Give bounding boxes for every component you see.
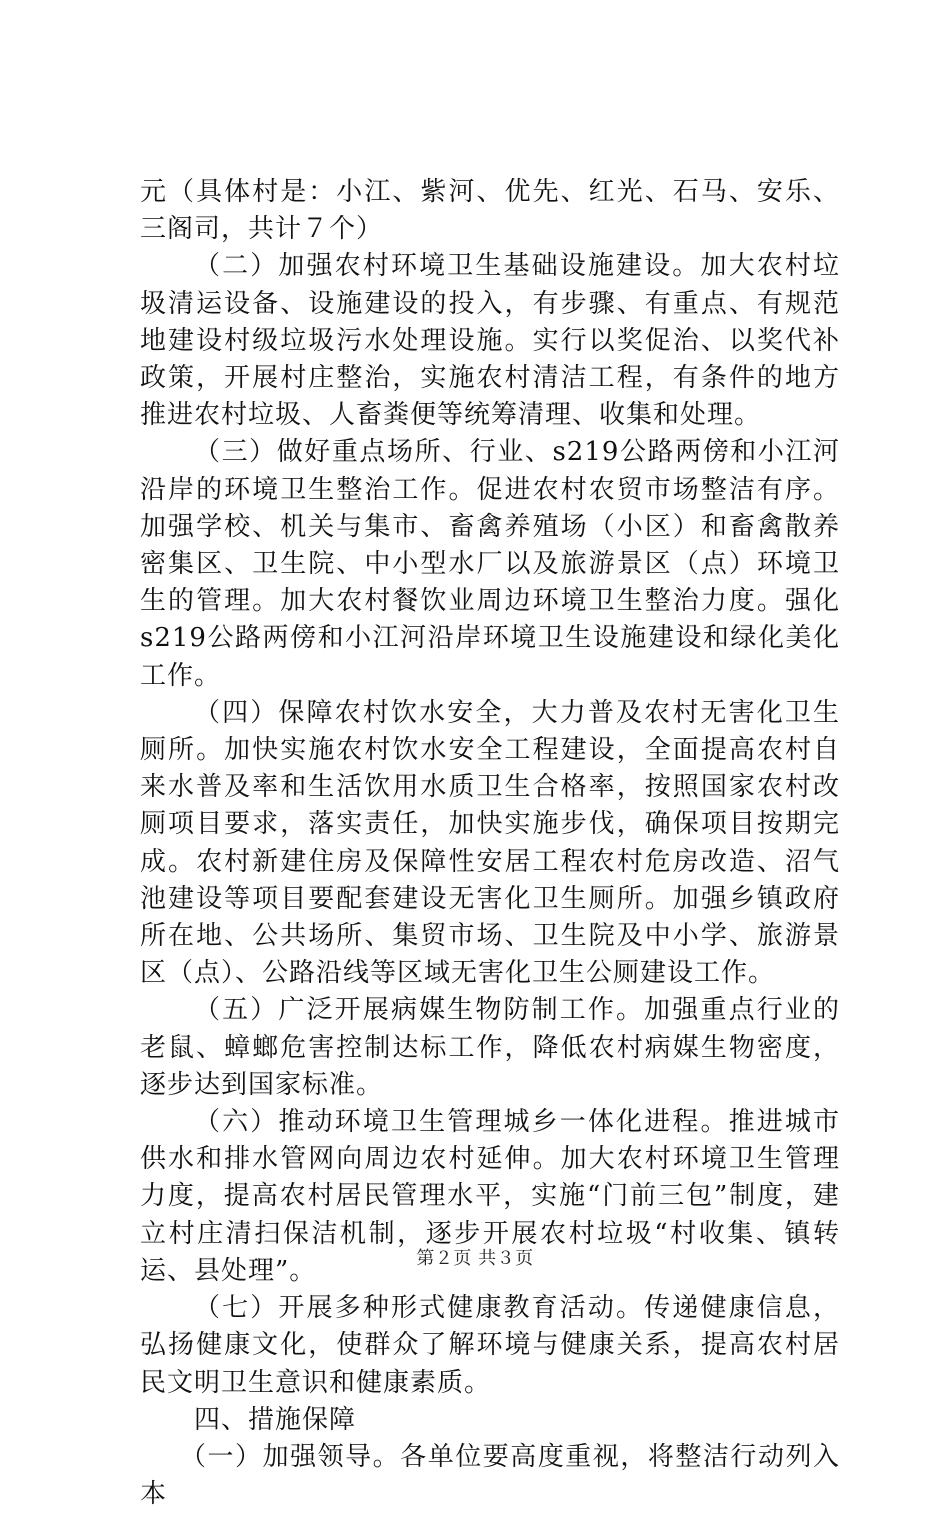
heading-measures: 四、措施保障 — [194, 1404, 357, 1435]
document-body — [140, 174, 840, 1513]
paragraph-measure-1: （一）加强领导。各单位要高度重视，将整洁行动列入本 — [140, 1441, 840, 1510]
page-number-footer: 第２页 共３页 — [416, 1248, 534, 1269]
paragraph-section-3: （三）做好重点场所、行业、s219公路两傍和小江河沿岸的环境卫生整治工作。促进农村农贸市场整洁有序。加强学校、机关与集市、畜禽养殖场（小区）和畜禽散养密集区、卫生院、中小型水厂以及旅游景区（点）环境卫生的管理。加大农村餐饮业周边环境卫生整治力度。强化s219公路两傍和小江河沿岸环境卫生设施建设和绿化美化工作。 — [140, 437, 840, 691]
paragraph-section-2: （二）加强农村环境卫生基础设施建设。加大农村垃圾清运设备、设施建设的投入，有步骤、有重点、有规范地建设村级垃圾污水处理设施。实行以奖促治、以奖代补政策，开展村庄整治，实施农村清洁工程，有条件的地方推进农村垃圾、人畜粪便等统筹清理、收集和处理。 — [140, 251, 840, 431]
paragraph-section-4: （四）保障农村饮水安全，大力普及农村无害化卫生厕所。加快实施农村饮水安全工程建设，全面提高农村自来水普及率和生活饮用水质卫生合格率，按照国家农村改厕项目要求，落实责任，加快实施步伐，确保项目按期完成。农村新建住房及保障性安居工程农村危房改造、沼气池建设等项目要配套建设无害化卫生厕所。加强乡镇政府所在地、公共场所、集贸市场、卫生院及中小学、旅游景区（点）、公路沿线等区域无害化卫生公厕建设工作。 — [140, 697, 840, 989]
paragraph-section-6: （六）推动环境卫生管理城乡一体化进程。推进城市供水和排水管网向周边农村延伸。加大农村环境卫生管理力度，提高农村居民管理水平，实施“门前三包”制度，建立村庄清扫保洁机制，逐步开展农村垃圾“村收集、镇转运、县处理”。 — [140, 1107, 840, 1286]
paragraph-section-7: （七）开展多种形式健康教育活动。传递健康信息，弘扬健康文化，使群众了解环境与健康关系，提高农村居民文明卫生意识和健康素质。 — [140, 1293, 840, 1398]
paragraph-section-5: （五）广泛开展病媒生物防制工作。加强重点行业的老鼠、蟑螂危害控制达标工作，降低农村病媒生物密度，逐步达到国家标准。 — [140, 995, 840, 1100]
paragraph-continuation: 元（具体村是：小江、紫河、优先、红光、石马、安乐、三阁司，共计７个） — [140, 177, 840, 245]
